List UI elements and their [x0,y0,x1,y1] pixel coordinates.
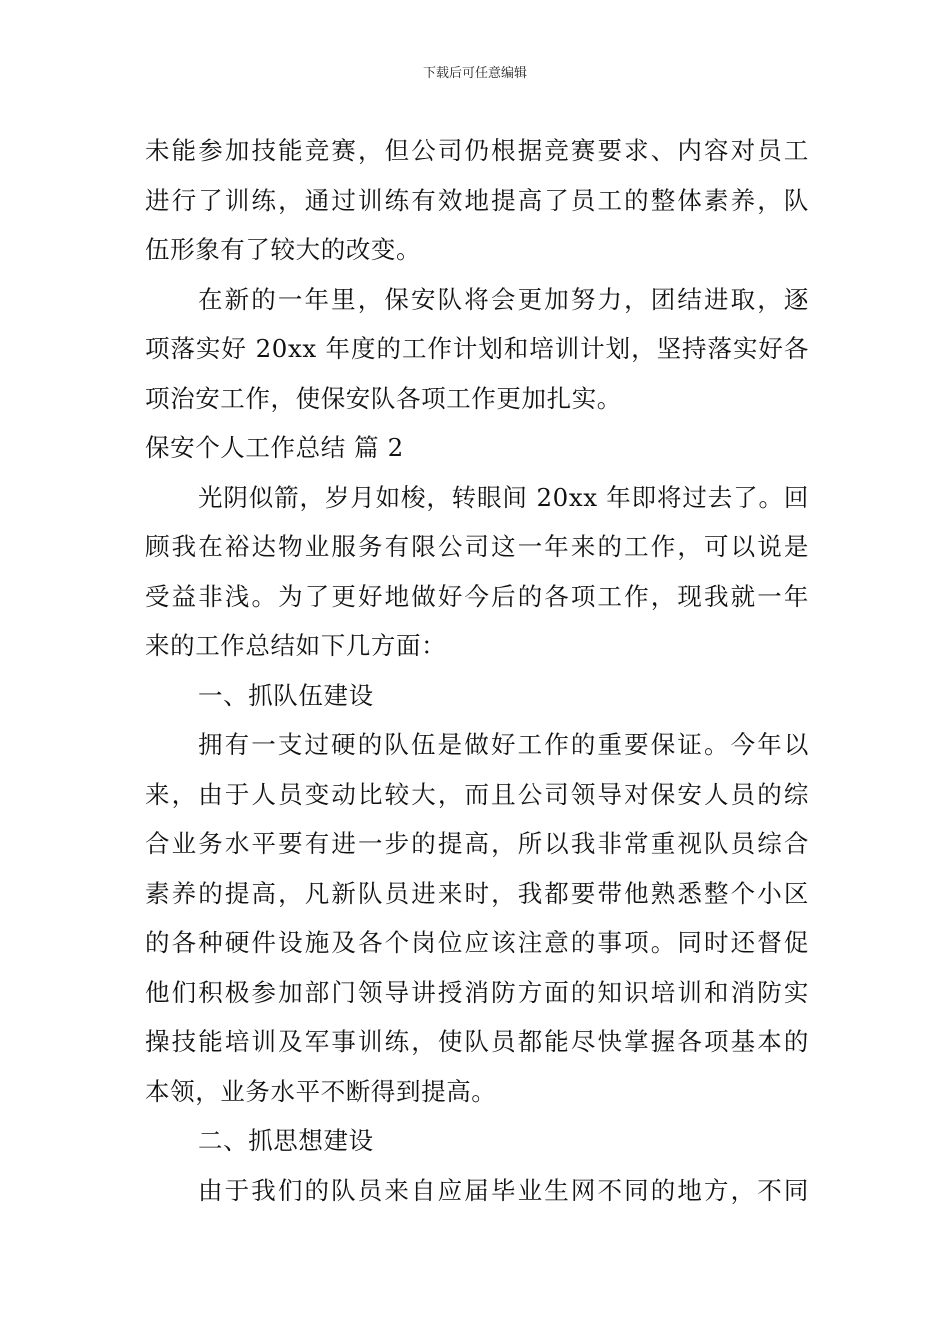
text-line: 合业务水平要有进一步的提高，所以我非常重视队员综合 [145,829,809,858]
text-line: 来，由于人员变动比较大，而且公司领导对保安人员的综 [145,779,809,809]
text-line: 未能参加技能竞赛，但公司仍根据竞赛要求、内容对员工 [145,136,809,165]
text-line: 项治安工作，使保安队各项工作更加扎实。 [145,383,622,413]
text-line: 受益非浅。为了更好地做好今后的各项工作，现我就一年 [145,581,809,611]
text-line: 操技能培训及军事训练，使队员都能尽快掌握各项基本的 [145,1027,809,1056]
paragraph-first-line: 由于我们的队员来自应届毕业生网不同的地方，不同 [198,1175,809,1205]
text-line: 他们积极参加部门领导讲授消防方面的知识培训和消防实 [145,977,809,1007]
subsection-heading: 一、抓队伍建设 [198,680,374,710]
text-line: 本领，业务水平不断得到提高。 [145,1076,497,1106]
document-body [145,126,809,1215]
page-header: 下载后可任意编辑 [422,66,527,81]
text-line: 顾我在裕达物业服务有限公司这一年来的工作，可以说是 [145,532,809,561]
paragraph-first-line: 光阴似箭，岁月如梭，转眼间 20xx 年即将过去了。回 [198,482,809,512]
text-line: 伍形象有了较大的改变。 [145,235,422,264]
text-line: 来的工作总结如下几方面： [145,631,447,660]
subsection-heading: 二、抓思想建设 [198,1126,374,1155]
text-line: 的各种硬件设施及各个岗位应该注意的事项。同时还督促 [145,928,809,957]
text-line: 项落实好 20xx 年度的工作计划和培训计划，坚持落实好各 [145,334,809,363]
section-heading: 保安个人工作总结 篇 2 [145,433,404,462]
text-line: 进行了训练，通过训练有效地提高了员工的整体素养，队 [145,185,809,215]
paragraph-first-line: 在新的一年里，保安队将会更加努力，团结进取，逐 [198,284,809,314]
text-line: 素养的提高，凡新队员进来时，我都要带他熟悉整个小区 [145,878,809,908]
paragraph-first-line: 拥有一支过硬的队伍是做好工作的重要保证。今年以 [198,730,809,759]
